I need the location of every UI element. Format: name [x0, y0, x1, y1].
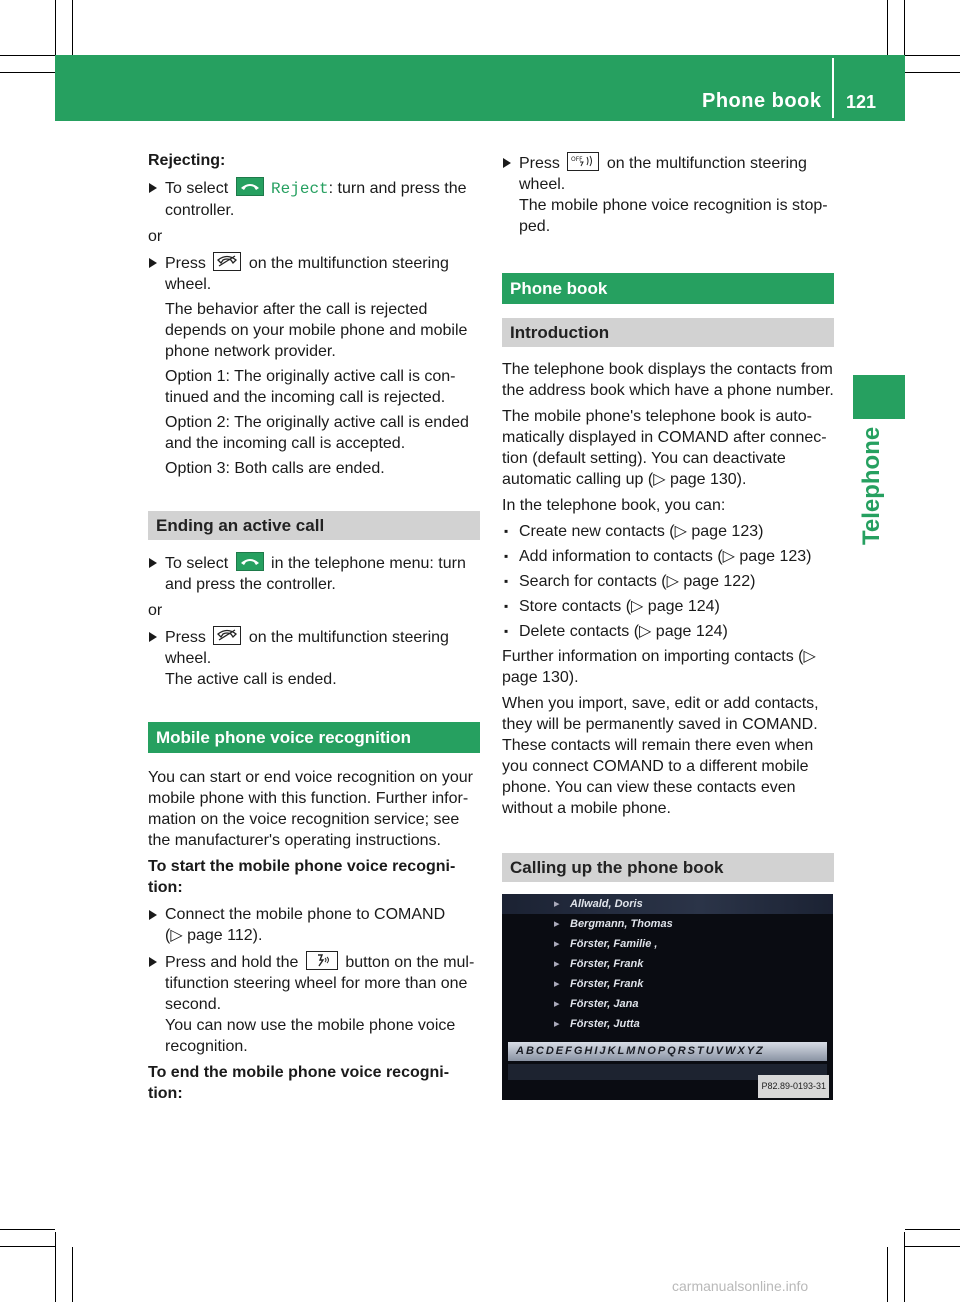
hold-result: You can now use the mobile phone voice recognition.: [165, 1017, 456, 1055]
step-text: To select: [165, 555, 229, 572]
bullet-add: ▪ Add information to contacts (▷ page 123): [502, 546, 834, 567]
header-divider: [832, 58, 834, 118]
step-text: on the multifunction steering wheel.: [165, 255, 449, 293]
intro-paragraph-1: The telephone book displays the contacts from the address book which have a phone number.: [502, 361, 834, 399]
bullet-store: ▪ Store contacts (▷ page 124): [502, 596, 834, 617]
phone-book-heading: Phone book: [502, 273, 834, 304]
step-text: Press and hold the: [165, 954, 299, 971]
voice-intro: You can start or end voice recognition on your mobile phone with this function. Further infor-mation on the voice recognition service; see the manufacturer's operating instructions.: [148, 769, 473, 849]
step-text: Press: [165, 255, 206, 272]
step-text: on the multifunction steering wheel.: [519, 155, 807, 193]
voice-off-key-icon: [567, 152, 599, 171]
contact-list: [502, 894, 833, 1034]
crop-mark: [0, 72, 55, 73]
import-paragraph: When you import, save, edit or add contacts, they will be permanently saved in COMAND. These contacts will remain there even when you connect COMAND to a different mobile phone. You can view these contacts even without a mobile phone.: [502, 695, 819, 817]
step-text: Press: [165, 629, 206, 646]
crop-mark: [72, 0, 73, 55]
hang-up-icon: [236, 552, 264, 571]
crop-mark: [905, 55, 960, 56]
step-text: on the multifunction steering wheel.: [165, 629, 449, 667]
crop-mark: [905, 72, 960, 73]
right-column: [502, 152, 834, 1100]
phonebook-screen-illustration: [502, 894, 833, 1100]
crop-mark: [0, 55, 55, 56]
end-result: The active call is ended.: [165, 671, 337, 688]
end-call-key-icon: [213, 626, 241, 645]
option-2: Option 2: The originally active call is ended and the incoming call is accepted.: [165, 414, 469, 452]
screen: [502, 894, 833, 1100]
hang-up-icon: [236, 177, 264, 196]
end-select-step: [148, 552, 480, 595]
behavior-text: The behavior after the call is rejected depends on your mobile phone and mobile phone network provider.: [165, 301, 468, 360]
hold-step: [148, 951, 480, 1057]
or-text: or: [148, 228, 163, 245]
end-call-key-icon: [213, 252, 241, 271]
crop-mark: [0, 1246, 55, 1247]
bullet-create: ▪ Create new contacts (▷ page 123): [502, 521, 834, 542]
left-column: [148, 150, 480, 1110]
crop-mark: [55, 1232, 56, 1302]
crop-mark: [0, 1229, 55, 1230]
bullet-search: ▪ Search for contacts (▷ page 122): [502, 571, 834, 592]
intro-paragraph-3: In the telephone book, you can:: [502, 497, 726, 514]
rejecting-title: Rejecting:: [148, 152, 226, 169]
contact-entry: ▸ Allwald, Doris: [502, 894, 833, 914]
step-text: button on the mul-tifunction steering wheel for more than one second.: [165, 954, 475, 1013]
start-voice-title: To start the mobile phone voice recogni-tion:: [148, 858, 456, 896]
option-3: Option 3: Both calls are ended.: [165, 460, 385, 477]
end-voice-title: To end the mobile phone voice recogni-tion:: [148, 1064, 450, 1102]
alphabet-bar: ABCDEFGHIJKLMNOPQRSTUVWXYZ: [508, 1042, 827, 1061]
contact-entry: ▸ Bergmann, Thomas: [502, 914, 833, 934]
reject-label: Reject: [271, 180, 329, 198]
side-tab-label: Telephone: [858, 426, 885, 545]
svg-text:OFF: OFF: [571, 156, 583, 163]
contact-entry: ▸ Förster, Familie ,: [502, 934, 833, 954]
contact-entry: ▸ Förster, Frank: [502, 974, 833, 994]
crop-mark: [887, 0, 888, 55]
crop-mark: [905, 1229, 960, 1230]
page-ref: (▷ page 112).: [165, 927, 263, 944]
option-1: Option 1: The originally active call is con-tinued and the incoming call is rejected.: [165, 368, 456, 406]
running-head: Phone book: [702, 90, 822, 112]
further-info: Further information on importing contacts (▷ page 130).: [502, 648, 816, 686]
crop-mark: [887, 1247, 888, 1302]
contact-entry: ▸ Förster, Jutta: [502, 1014, 833, 1034]
stop-voice-step: [502, 152, 834, 237]
press-step: [148, 252, 480, 479]
step-text: in the telephone menu: turn and press the controller.: [165, 555, 466, 593]
figure-code: P82.89-0193-31: [758, 1075, 829, 1098]
step-text: Press: [519, 155, 560, 172]
reject-step: [148, 177, 480, 221]
page-number: 121: [846, 92, 877, 112]
end-press-step: [148, 626, 480, 690]
watermark: carmanualsonline.info: [672, 1278, 809, 1294]
calling-up-heading: Calling up the phone book: [502, 853, 834, 882]
step-text: Connect the mobile phone to COMAND: [165, 906, 446, 923]
ending-call-heading: Ending an active call: [148, 511, 480, 540]
introduction-heading: Introduction: [502, 318, 834, 347]
step-text: To select: [165, 180, 229, 197]
voice-key-icon: [306, 951, 338, 970]
crop-mark: [905, 1246, 960, 1247]
contact-entry: ▸ Förster, Frank: [502, 954, 833, 974]
stop-result: The mobile phone voice recognition is stop-ped.: [519, 197, 828, 235]
connect-step: [148, 904, 480, 946]
step-text: : turn and press the controller.: [165, 180, 467, 219]
crop-mark: [904, 1232, 905, 1302]
intro-paragraph-2: The mobile phone's telephone book is auto-matically displayed in COMAND after connec-tion (default setting). You can deactivate automatic calling up (▷ page 130).: [502, 408, 827, 488]
or-text: or: [148, 602, 163, 619]
contact-entry: ▸ Förster, Jana: [502, 994, 833, 1014]
crop-mark: [72, 1247, 73, 1302]
voice-recognition-heading: Mobile phone voice recognition: [148, 722, 480, 753]
bullet-delete: ▪ Delete contacts (▷ page 124): [502, 621, 834, 642]
